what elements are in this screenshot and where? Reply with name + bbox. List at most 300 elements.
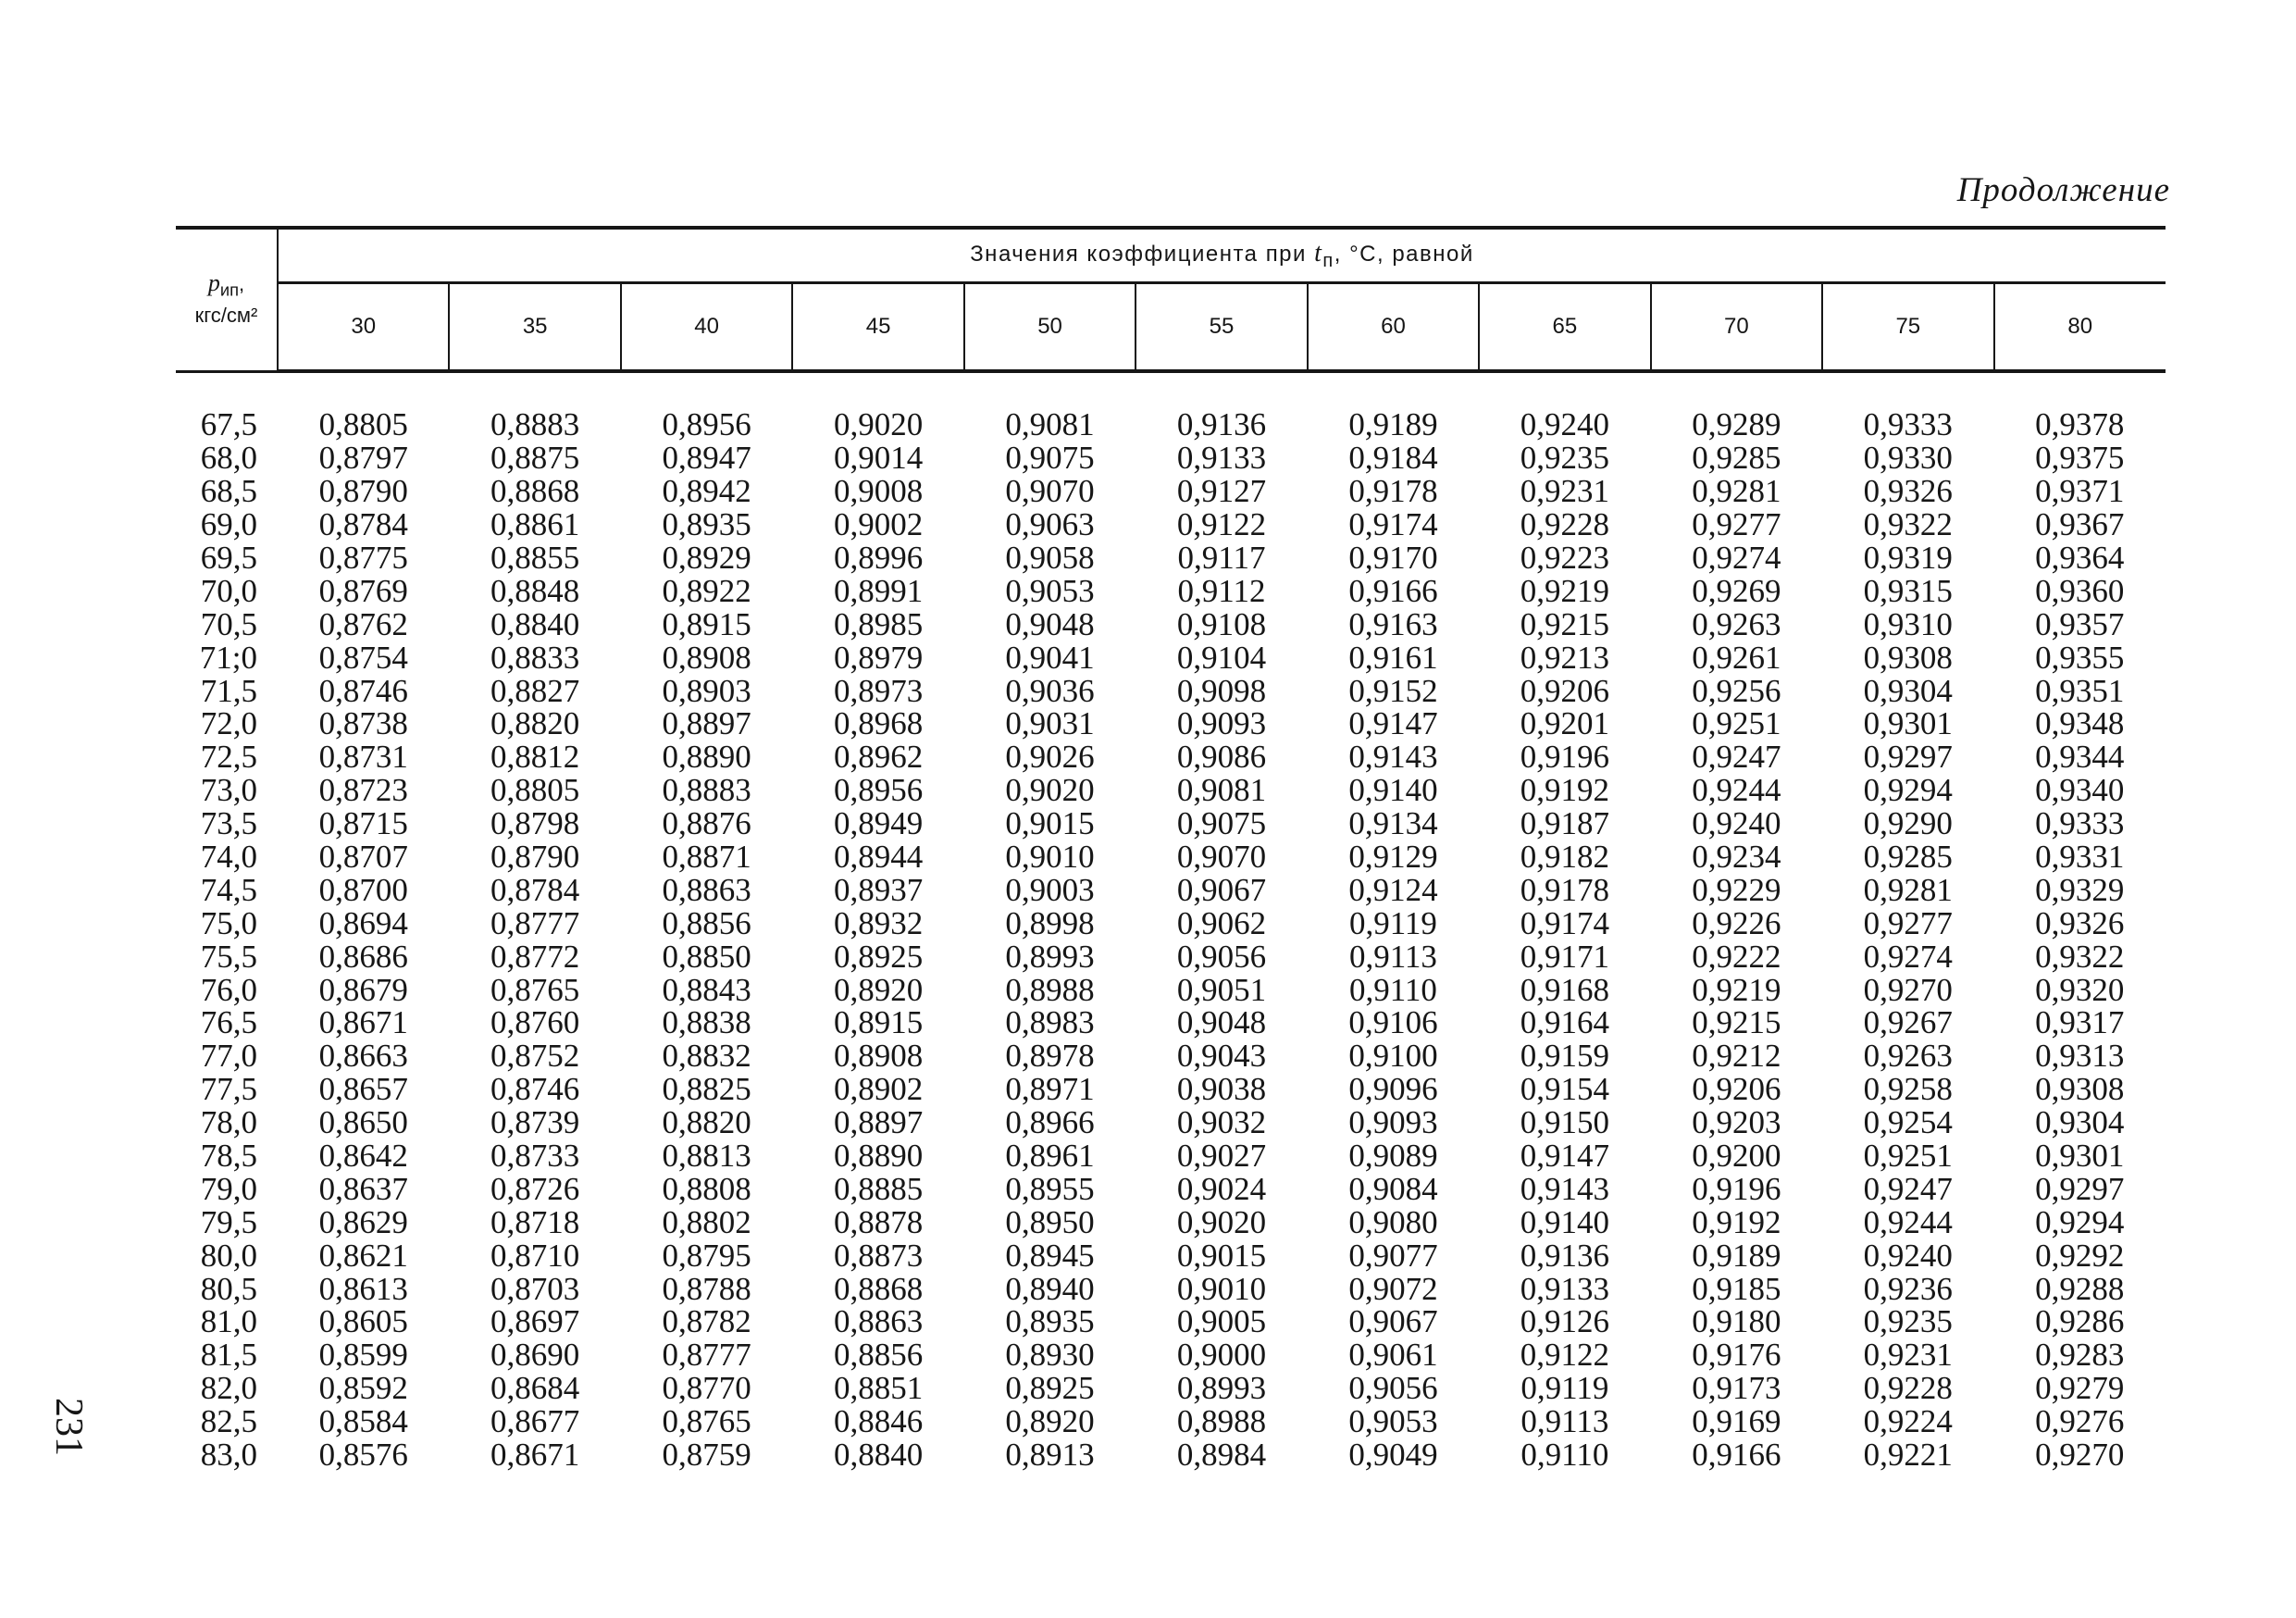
table-row xyxy=(176,1305,2166,1338)
coefficient-cell: 0,8697 xyxy=(490,1303,580,1340)
coefficient-cell: 0,9378 xyxy=(2035,406,2125,443)
pressure-symbol-sub: ип xyxy=(219,280,240,300)
table-row xyxy=(176,371,2166,442)
coefficient-cell: 0,8838 xyxy=(662,1004,751,1041)
coefficient-cell: 0,8650 xyxy=(318,1104,408,1141)
coefficient-cell: 0,8684 xyxy=(490,1370,580,1407)
table-row xyxy=(176,774,2166,807)
coefficient-cell: 0,9113 xyxy=(1520,1403,1609,1440)
table-row xyxy=(176,1238,2166,1272)
coefficient-cell: 0,8944 xyxy=(833,839,924,876)
coefficient-cell: 0,9170 xyxy=(1348,540,1438,576)
coefficient-cell: 0,8782 xyxy=(662,1303,751,1340)
coefficient-cell: 0,9267 xyxy=(1863,1004,1953,1041)
coefficient-cell: 0,9182 xyxy=(1520,839,1610,876)
coefficient-cell: 0,9043 xyxy=(1176,1038,1267,1075)
coefficient-cell: 0,9122 xyxy=(1176,506,1267,543)
coefficient-cell: 0,9174 xyxy=(1520,904,1610,941)
coefficient-cell: 0,9002 xyxy=(833,506,924,543)
coefficient-cell: 0,9147 xyxy=(1520,1138,1610,1175)
coefficient-cell: 0,9168 xyxy=(1520,971,1610,1008)
coefficient-cell: 0,8920 xyxy=(833,971,924,1008)
coefficient-cell: 0,8784 xyxy=(490,871,580,908)
coefficient-cell: 0,9290 xyxy=(1863,805,1953,842)
temperature-header-cell: 70 xyxy=(1651,283,1822,372)
coefficient-cell: 0,9247 xyxy=(1692,739,1781,776)
coefficient-cell: 0,8956 xyxy=(662,406,751,443)
coefficient-cell: 0,9313 xyxy=(2035,1038,2125,1075)
table-row xyxy=(176,973,2166,1006)
coefficient-cell: 0,9127 xyxy=(1176,473,1267,510)
coefficient-cell: 0,8961 xyxy=(1005,1138,1095,1175)
coefficient-cell: 0,9008 xyxy=(833,473,924,510)
coefficient-cell: 0,8940 xyxy=(1005,1270,1095,1307)
coefficient-cell: 0,8726 xyxy=(490,1170,580,1207)
coefficient-cell: 0,9320 xyxy=(2035,971,2125,1008)
coefficient-cell: 0,9062 xyxy=(1176,904,1267,941)
pressure-cell: 78,0 xyxy=(200,1104,257,1141)
coefficient-cell: 0,8966 xyxy=(1005,1104,1095,1141)
coefficient-cell: 0,8855 xyxy=(490,540,580,576)
coefficient-cell: 0,8915 xyxy=(662,605,751,642)
coefficient-cell: 0,8797 xyxy=(318,440,408,477)
coefficient-cell: 0,8851 xyxy=(833,1370,924,1407)
temperature-header-cell: 75 xyxy=(1822,283,1993,372)
coefficient-cell: 0,9240 xyxy=(1520,406,1610,443)
coefficient-cell: 0,9051 xyxy=(1176,971,1267,1008)
table-row xyxy=(176,940,2166,973)
coefficient-cell: 0,8996 xyxy=(833,540,924,576)
coefficient-cell: 0,9269 xyxy=(1692,572,1781,609)
coefficient-cell: 0,9070 xyxy=(1176,839,1267,876)
coefficient-cell: 0,8765 xyxy=(490,971,580,1008)
coefficient-table-container xyxy=(176,226,2166,1472)
coefficient-cell: 0,8820 xyxy=(490,705,580,742)
table-row xyxy=(176,1405,2166,1438)
coefficient-cell: 0,8733 xyxy=(490,1138,580,1175)
coefficient-cell: 0,8762 xyxy=(318,605,408,642)
group-header-after: , °С, равной xyxy=(1334,242,1474,268)
coefficient-cell: 0,9286 xyxy=(2035,1303,2125,1340)
coefficient-cell: 0,9027 xyxy=(1176,1138,1267,1175)
coefficient-cell: 0,8843 xyxy=(662,971,751,1008)
coefficient-cell: 0,9294 xyxy=(2035,1203,2125,1240)
coefficient-cell: 0,9143 xyxy=(1348,739,1438,776)
coefficient-cell: 0,9274 xyxy=(1692,540,1781,576)
coefficient-cell: 0,8770 xyxy=(662,1370,751,1407)
coefficient-cell: 0,8833 xyxy=(490,639,580,676)
pressure-cell: 69,5 xyxy=(200,540,257,576)
coefficient-cell: 0,9098 xyxy=(1176,672,1267,709)
coefficient-cell: 0,8863 xyxy=(662,871,751,908)
coefficient-cell: 0,8671 xyxy=(318,1004,408,1041)
coefficient-cell: 0,8715 xyxy=(318,805,408,842)
coefficient-cell: 0,9176 xyxy=(1692,1337,1781,1374)
coefficient-cell: 0,9036 xyxy=(1005,672,1095,709)
coefficient-cell: 0,9236 xyxy=(1863,1270,1953,1307)
coefficient-cell: 0,8930 xyxy=(1005,1337,1095,1374)
coefficient-cell: 0,8883 xyxy=(662,772,751,809)
pressure-unit: кгс/см² xyxy=(194,304,258,328)
coefficient-group-header xyxy=(278,228,2166,283)
coefficient-cell: 0,9100 xyxy=(1348,1038,1438,1075)
coefficient-cell: 0,9140 xyxy=(1348,772,1438,809)
coefficient-cell: 0,9192 xyxy=(1692,1203,1781,1240)
coefficient-cell: 0,9126 xyxy=(1520,1303,1610,1340)
coefficient-cell: 0,8932 xyxy=(833,904,924,941)
coefficient-cell: 0,8929 xyxy=(662,540,751,576)
coefficient-cell: 0,9133 xyxy=(1520,1270,1610,1307)
coefficient-cell: 0,8871 xyxy=(662,839,751,876)
coefficient-cell: 0,9010 xyxy=(1176,1270,1267,1307)
coefficient-cell: 0,9235 xyxy=(1863,1303,1953,1340)
coefficient-cell: 0,9224 xyxy=(1863,1403,1953,1440)
coefficient-cell: 0,8925 xyxy=(833,938,924,975)
coefficient-cell: 0,9070 xyxy=(1005,473,1095,510)
coefficient-cell: 0,8621 xyxy=(318,1237,408,1274)
coefficient-cell: 0,8671 xyxy=(490,1437,580,1474)
coefficient-cell: 0,9104 xyxy=(1176,639,1267,676)
coefficient-cell: 0,9285 xyxy=(1692,440,1781,477)
pressure-cell: 67,5 xyxy=(200,406,257,443)
coefficient-cell: 0,9041 xyxy=(1005,639,1095,676)
table-row xyxy=(176,1006,2166,1039)
table-row xyxy=(176,1338,2166,1372)
coefficient-cell: 0,9122 xyxy=(1520,1337,1610,1374)
coefficient-cell: 0,9187 xyxy=(1520,805,1610,842)
coefficient-cell: 0,9222 xyxy=(1692,938,1781,975)
temperature-header-cell: 40 xyxy=(621,283,792,372)
coefficient-cell: 0,8991 xyxy=(833,572,924,609)
coefficient-cell: 0,9329 xyxy=(2035,871,2125,908)
coefficient-cell: 0,8935 xyxy=(1005,1303,1095,1340)
table-row xyxy=(176,840,2166,874)
coefficient-cell: 0,9226 xyxy=(1692,904,1781,941)
coefficient-cell: 0,9196 xyxy=(1520,739,1610,776)
coefficient-cell: 0,9058 xyxy=(1005,540,1095,576)
coefficient-cell: 0,8798 xyxy=(490,805,580,842)
coefficient-cell: 0,9367 xyxy=(2035,506,2125,543)
header-group-row xyxy=(176,228,2166,283)
group-header-symbol-sub: п xyxy=(1322,250,1334,271)
coefficient-cell: 0,9219 xyxy=(1520,572,1610,609)
coefficient-cell: 0,8812 xyxy=(490,739,580,776)
coefficient-cell: 0,9254 xyxy=(1863,1104,1953,1141)
coefficient-cell: 0,8802 xyxy=(662,1203,751,1240)
coefficient-cell: 0,9244 xyxy=(1692,772,1781,809)
coefficient-cell: 0,9203 xyxy=(1692,1104,1781,1141)
coefficient-cell: 0,9184 xyxy=(1348,440,1438,477)
coefficient-cell: 0,8703 xyxy=(490,1270,580,1307)
coefficient-cell: 0,8769 xyxy=(318,572,408,609)
pressure-cell: 73,0 xyxy=(200,772,257,809)
coefficient-cell: 0,9000 xyxy=(1176,1337,1267,1374)
coefficient-cell: 0,9129 xyxy=(1348,839,1438,876)
coefficient-cell: 0,9171 xyxy=(1520,938,1610,975)
coefficient-cell: 0,9333 xyxy=(1863,406,1953,443)
coefficient-cell: 0,9015 xyxy=(1005,805,1095,842)
coefficient-cell: 0,8856 xyxy=(833,1337,924,1374)
pressure-cell: 79,5 xyxy=(200,1203,257,1240)
coefficient-cell: 0,8592 xyxy=(318,1370,408,1407)
pressure-cell: 78,5 xyxy=(200,1138,257,1175)
coefficient-cell: 0,8576 xyxy=(318,1437,408,1474)
coefficient-cell: 0,9010 xyxy=(1005,839,1095,876)
coefficient-cell: 0,8947 xyxy=(662,440,751,477)
coefficient-cell: 0,9014 xyxy=(833,440,924,477)
coefficient-cell: 0,9124 xyxy=(1348,871,1438,908)
table-row xyxy=(176,906,2166,940)
pressure-cell: 80,0 xyxy=(200,1237,257,1274)
coefficient-cell: 0,9112 xyxy=(1177,572,1266,609)
coefficient-cell: 0,8922 xyxy=(662,572,751,609)
coefficient-cell: 0,8752 xyxy=(490,1038,580,1075)
coefficient-cell: 0,9089 xyxy=(1348,1138,1438,1175)
table-row xyxy=(176,741,2166,774)
pressure-cell: 71;0 xyxy=(199,639,257,676)
table-body xyxy=(176,371,2166,1472)
coefficient-cell: 0,8765 xyxy=(662,1403,751,1440)
coefficient-cell: 0,9189 xyxy=(1348,406,1438,443)
coefficient-cell: 0,8840 xyxy=(833,1437,924,1474)
coefficient-cell: 0,9174 xyxy=(1348,506,1438,543)
pressure-cell: 75,0 xyxy=(200,904,257,941)
coefficient-cell: 0,9331 xyxy=(2035,839,2125,876)
coefficient-cell: 0,9355 xyxy=(2035,639,2125,676)
page-number: 231 xyxy=(47,1398,90,1456)
coefficient-cell: 0,9277 xyxy=(1692,506,1781,543)
coefficient-cell: 0,9136 xyxy=(1520,1237,1610,1274)
coefficient-cell: 0,9364 xyxy=(2035,540,2125,576)
coefficient-cell: 0,9119 xyxy=(1520,1370,1609,1407)
coefficient-cell: 0,9301 xyxy=(1863,705,1953,742)
coefficient-cell: 0,9166 xyxy=(1692,1437,1781,1474)
coefficient-cell: 0,8978 xyxy=(1005,1038,1095,1075)
coefficient-cell: 0,8832 xyxy=(662,1038,751,1075)
coefficient-cell: 0,9049 xyxy=(1348,1437,1438,1474)
coefficient-cell: 0,9223 xyxy=(1520,540,1610,576)
coefficient-cell: 0,9285 xyxy=(1863,839,1953,876)
coefficient-cell: 0,9319 xyxy=(1863,540,1953,576)
coefficient-cell: 0,8739 xyxy=(490,1104,580,1141)
coefficient-cell: 0,8942 xyxy=(662,473,751,510)
pressure-cell: 82,0 xyxy=(200,1370,257,1407)
coefficient-cell: 0,9192 xyxy=(1520,772,1610,809)
coefficient-cell: 0,8754 xyxy=(318,639,408,676)
coefficient-cell: 0,9270 xyxy=(2035,1437,2125,1474)
coefficient-cell: 0,8915 xyxy=(833,1004,924,1041)
coefficient-cell: 0,9024 xyxy=(1176,1170,1267,1207)
coefficient-cell: 0,8718 xyxy=(490,1203,580,1240)
coefficient-cell: 0,9067 xyxy=(1348,1303,1438,1340)
coefficient-cell: 0,8979 xyxy=(833,639,924,676)
coefficient-cell: 0,8707 xyxy=(318,839,408,876)
pressure-cell: 74,5 xyxy=(200,871,257,908)
coefficient-cell: 0,8825 xyxy=(662,1071,751,1108)
coefficient-cell: 0,9143 xyxy=(1520,1170,1610,1207)
coefficient-cell: 0,9283 xyxy=(2035,1337,2125,1374)
table-row xyxy=(176,707,2166,741)
coefficient-cell: 0,8962 xyxy=(833,739,924,776)
coefficient-cell: 0,9119 xyxy=(1348,904,1437,941)
coefficient-cell: 0,8902 xyxy=(833,1071,924,1108)
table-row xyxy=(176,674,2166,707)
coefficient-cell: 0,9032 xyxy=(1176,1104,1267,1141)
coefficient-cell: 0,8883 xyxy=(490,406,580,443)
pressure-cell: 69,0 xyxy=(200,506,257,543)
coefficient-cell: 0,9164 xyxy=(1520,1004,1610,1041)
coefficient-cell: 0,9301 xyxy=(2035,1138,2125,1175)
coefficient-cell: 0,9075 xyxy=(1176,805,1267,842)
coefficient-cell: 0,8690 xyxy=(490,1337,580,1374)
coefficient-cell: 0,9161 xyxy=(1348,639,1438,676)
coefficient-cell: 0,9080 xyxy=(1348,1203,1438,1240)
coefficient-cell: 0,9221 xyxy=(1863,1437,1953,1474)
coefficient-cell: 0,9173 xyxy=(1692,1370,1781,1407)
coefficient-cell: 0,9229 xyxy=(1692,871,1781,908)
table-row xyxy=(176,1205,2166,1238)
pressure-cell: 81,5 xyxy=(200,1337,257,1374)
pressure-cell: 79,0 xyxy=(200,1170,257,1207)
coefficient-cell: 0,9189 xyxy=(1692,1237,1781,1274)
temperature-header-cell: 50 xyxy=(964,283,1136,372)
coefficient-cell: 0,8788 xyxy=(662,1270,751,1307)
pressure-cell: 71,5 xyxy=(200,672,257,709)
coefficient-cell: 0,9288 xyxy=(2035,1270,2125,1307)
coefficient-cell: 0,8820 xyxy=(662,1104,751,1141)
table-row xyxy=(176,1039,2166,1073)
coefficient-cell: 0,9326 xyxy=(1863,473,1953,510)
coefficient-cell: 0,9084 xyxy=(1348,1170,1438,1207)
coefficient-cell: 0,8679 xyxy=(318,971,408,1008)
coefficient-cell: 0,8897 xyxy=(833,1104,924,1141)
coefficient-cell: 0,9053 xyxy=(1005,572,1095,609)
table-row xyxy=(176,442,2166,475)
coefficient-cell: 0,9081 xyxy=(1176,772,1267,809)
table-row xyxy=(176,1272,2166,1305)
coefficient-cell: 0,9015 xyxy=(1176,1237,1267,1274)
temperature-header-cell: 80 xyxy=(1994,283,2166,372)
coefficient-cell: 0,9294 xyxy=(1863,772,1953,809)
coefficient-cell: 0,9231 xyxy=(1863,1337,1953,1374)
coefficient-cell: 0,9206 xyxy=(1520,672,1610,709)
group-header-before: Значения коэффициента при xyxy=(970,242,1315,268)
coefficient-cell: 0,9371 xyxy=(2035,473,2125,510)
coefficient-cell: 0,9159 xyxy=(1520,1038,1610,1075)
coefficient-cell: 0,8599 xyxy=(318,1337,408,1374)
coefficient-cell: 0,9133 xyxy=(1176,440,1267,477)
coefficient-cell: 0,8897 xyxy=(662,705,751,742)
coefficient-cell: 0,8808 xyxy=(662,1170,751,1207)
coefficient-cell: 0,9270 xyxy=(1863,971,1953,1008)
coefficient-cell: 0,8956 xyxy=(833,772,924,809)
coefficient-cell: 0,9251 xyxy=(1692,705,1781,742)
coefficient-cell: 0,8973 xyxy=(833,672,924,709)
coefficient-cell: 0,8790 xyxy=(318,473,408,510)
coefficient-cell: 0,8920 xyxy=(1005,1403,1095,1440)
coefficient-cell: 0,9110 xyxy=(1520,1437,1609,1474)
pressure-cell: 77,5 xyxy=(200,1071,257,1108)
temperature-header-cell: 65 xyxy=(1479,283,1650,372)
coefficient-cell: 0,8945 xyxy=(1005,1237,1095,1274)
coefficient-cell: 0,8840 xyxy=(490,605,580,642)
coefficient-cell: 0,9274 xyxy=(1863,938,1953,975)
coefficient-cell: 0,9200 xyxy=(1692,1138,1781,1175)
table-row xyxy=(176,508,2166,541)
coefficient-cell: 0,8605 xyxy=(318,1303,408,1340)
coefficient-cell: 0,9048 xyxy=(1176,1004,1267,1041)
coefficient-cell: 0,8868 xyxy=(490,473,580,510)
pressure-symbol: p xyxy=(207,269,220,297)
coefficient-cell: 0,9081 xyxy=(1005,406,1095,443)
table-row xyxy=(176,1172,2166,1205)
coefficient-cell: 0,8777 xyxy=(490,904,580,941)
coefficient-cell: 0,9206 xyxy=(1692,1071,1781,1108)
coefficient-cell: 0,9150 xyxy=(1520,1104,1610,1141)
coefficient-cell: 0,8657 xyxy=(318,1071,408,1108)
pressure-cell: 74,0 xyxy=(200,839,257,876)
coefficient-cell: 0,9110 xyxy=(1348,971,1437,1008)
coefficient-cell: 0,9219 xyxy=(1692,971,1781,1008)
table-row xyxy=(176,1106,2166,1139)
coefficient-cell: 0,8848 xyxy=(490,572,580,609)
coefficient-cell: 0,9056 xyxy=(1348,1370,1438,1407)
temperature-header-cell: 35 xyxy=(449,283,620,372)
table-row xyxy=(176,1372,2166,1405)
coefficient-cell: 0,8950 xyxy=(1005,1203,1095,1240)
coefficient-cell: 0,8790 xyxy=(490,839,580,876)
coefficient-cell: 0,9020 xyxy=(1176,1203,1267,1240)
coefficient-cell: 0,9106 xyxy=(1348,1004,1438,1041)
coefficient-cell: 0,9240 xyxy=(1863,1237,1953,1274)
table-header xyxy=(176,228,2166,371)
coefficient-cell: 0,9263 xyxy=(1863,1038,1953,1075)
coefficient-cell: 0,9178 xyxy=(1520,871,1610,908)
pressure-cell: 77,0 xyxy=(200,1038,257,1075)
coefficient-cell: 0,9163 xyxy=(1348,605,1438,642)
coefficient-cell: 0,8873 xyxy=(833,1237,924,1274)
coefficient-cell: 0,8985 xyxy=(833,605,924,642)
coefficient-cell: 0,9297 xyxy=(2035,1170,2125,1207)
continued-label: Продолжение xyxy=(1956,171,2170,209)
coefficient-cell: 0,9297 xyxy=(1863,739,1953,776)
coefficient-cell: 0,8890 xyxy=(833,1138,924,1175)
coefficient-cell: 0,9348 xyxy=(2035,705,2125,742)
coefficient-cell: 0,8937 xyxy=(833,871,924,908)
coefficient-cell: 0,9326 xyxy=(2035,904,2125,941)
pressure-cell: 68,0 xyxy=(200,440,257,477)
pressure-cell: 76,5 xyxy=(200,1004,257,1041)
pressure-cell: 75,5 xyxy=(200,938,257,975)
coefficient-cell: 0,9351 xyxy=(2035,672,2125,709)
coefficient-cell: 0,8983 xyxy=(1005,1004,1095,1041)
coefficient-cell: 0,9196 xyxy=(1692,1170,1781,1207)
coefficient-cell: 0,9360 xyxy=(2035,572,2125,609)
coefficient-cell: 0,8890 xyxy=(662,739,751,776)
coefficient-cell: 0,9072 xyxy=(1348,1270,1438,1307)
coefficient-cell: 0,9308 xyxy=(1863,639,1953,676)
pressure-cell: 81,0 xyxy=(200,1303,257,1340)
coefficient-cell: 0,9292 xyxy=(2035,1237,2125,1274)
coefficient-cell: 0,8637 xyxy=(318,1170,408,1207)
coefficient-cell: 0,8775 xyxy=(318,540,408,576)
coefficient-cell: 0,9258 xyxy=(1863,1071,1953,1108)
temperature-header-cell: 60 xyxy=(1308,283,1479,372)
coefficient-cell: 0,9169 xyxy=(1692,1403,1781,1440)
coefficient-cell: 0,9003 xyxy=(1005,871,1095,908)
coefficient-cell: 0,8746 xyxy=(490,1071,580,1108)
coefficient-cell: 0,8629 xyxy=(318,1203,408,1240)
